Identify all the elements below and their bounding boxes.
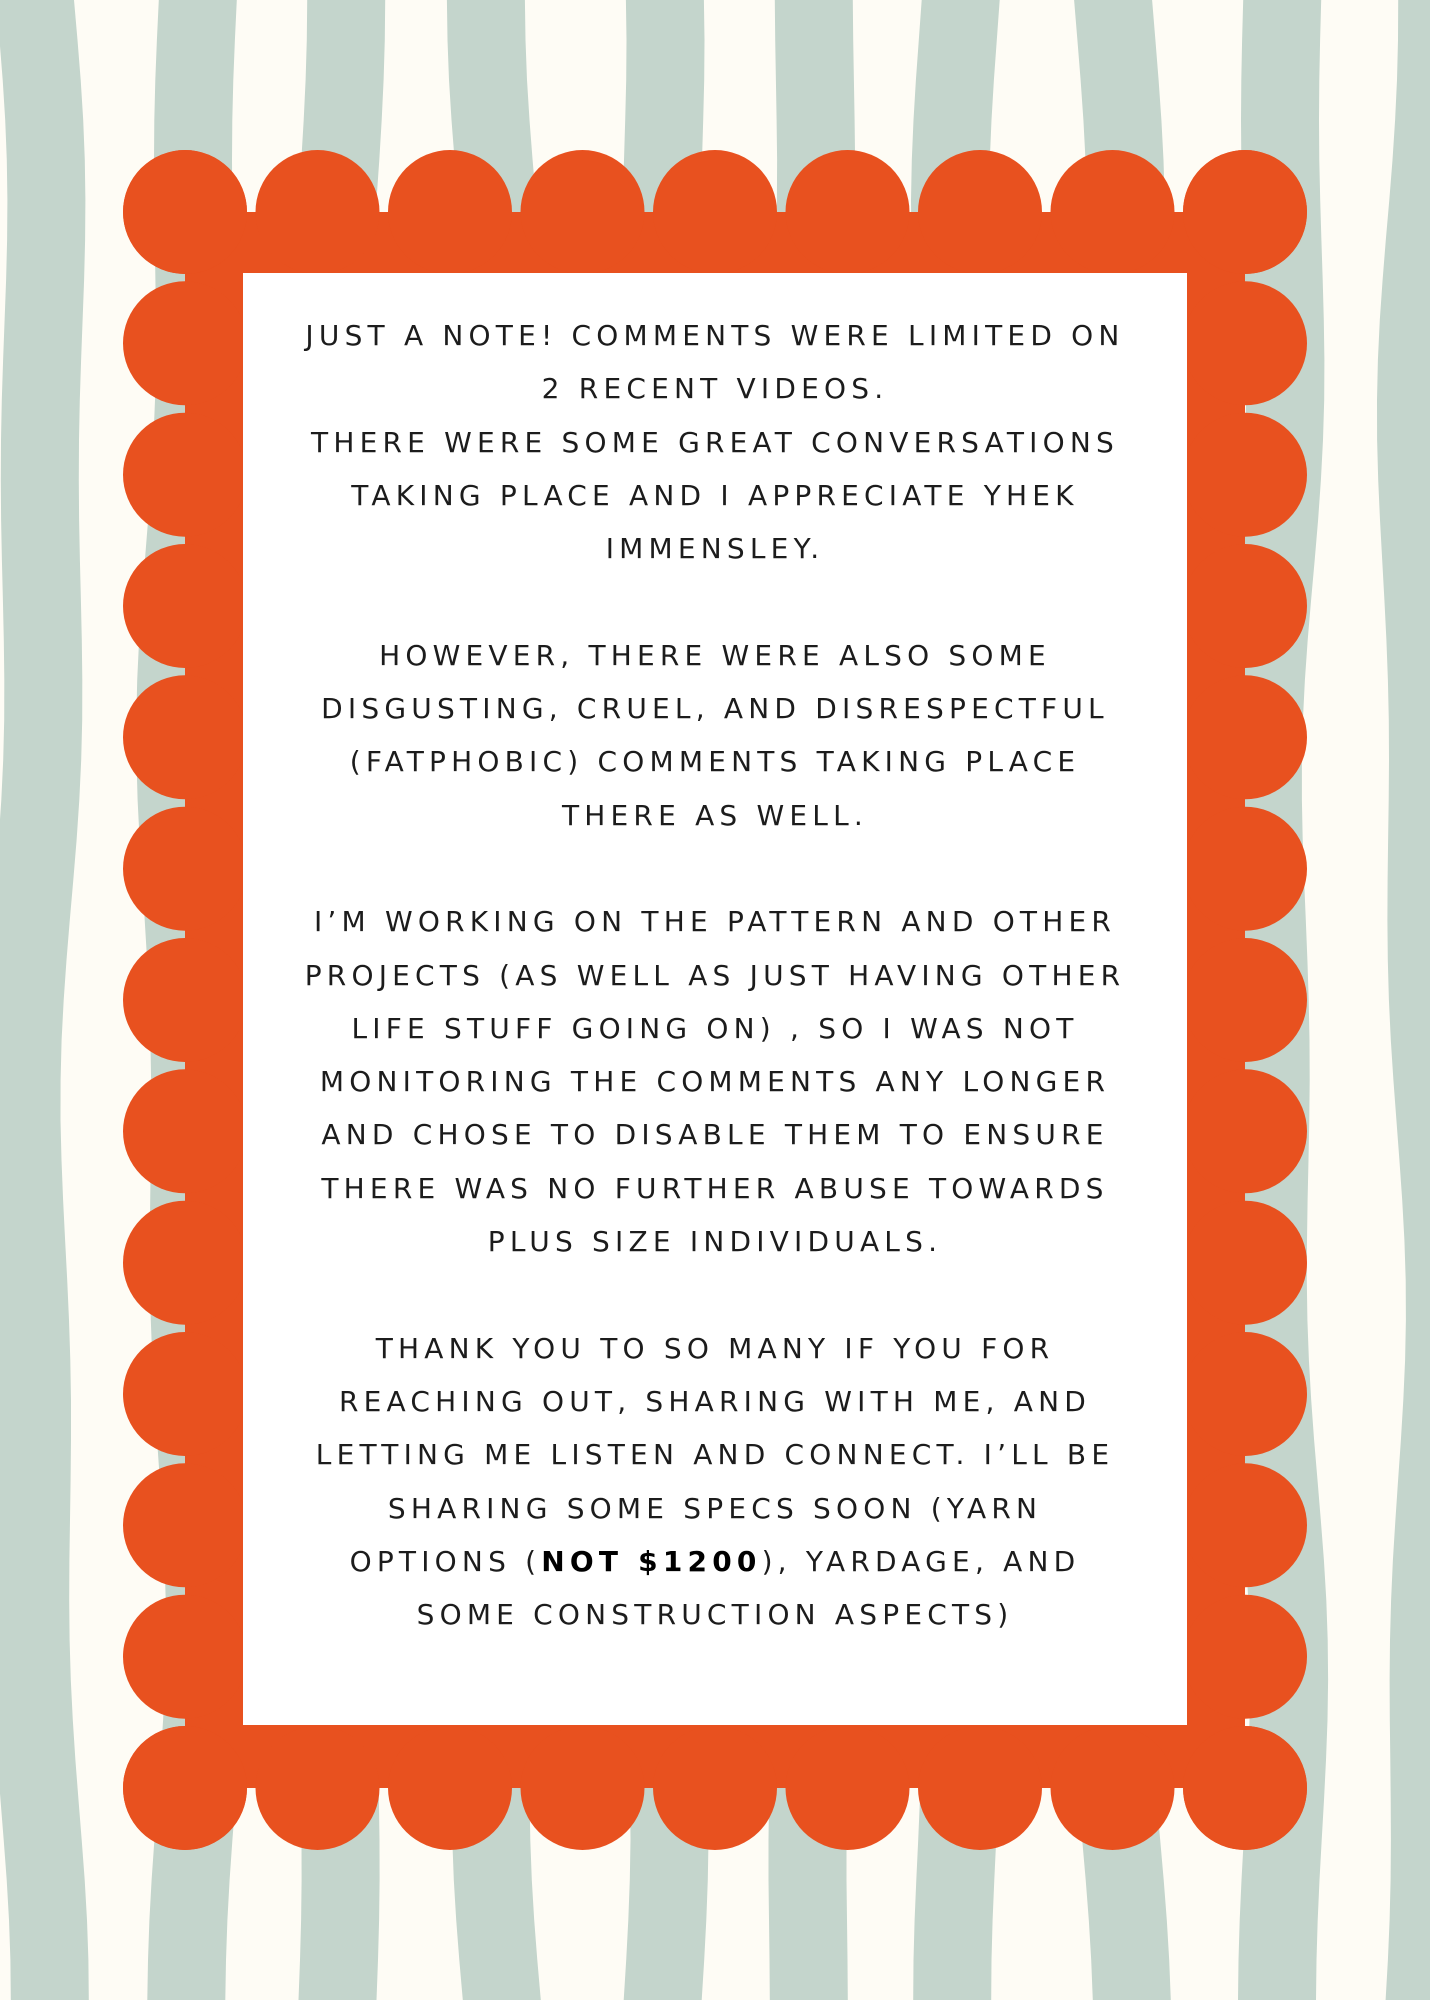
price-emphasis: NOT $1200	[541, 1544, 762, 1578]
frame-scallop	[123, 1595, 247, 1719]
frame-scallop	[1183, 150, 1307, 274]
frame-scallop	[123, 1069, 247, 1193]
frame-scallop	[123, 413, 247, 537]
frame-scallop	[123, 1726, 247, 1850]
frame-scallop	[123, 281, 247, 405]
frame-scallop	[1183, 281, 1307, 405]
text-line: SOME CONSTRUCTION ASPECTS)	[416, 1598, 1014, 1632]
text-line: 2 RECENT VIDEOS.	[541, 372, 889, 406]
frame-scallop	[256, 1726, 380, 1850]
frame-scallop	[123, 938, 247, 1062]
frame-scallop	[1183, 1463, 1307, 1587]
frame-scallop	[653, 150, 777, 274]
note-card	[243, 273, 1187, 1725]
frame-scallop	[1051, 150, 1175, 274]
frame-scallop	[123, 150, 247, 274]
text-line: (FATPHOBIC) COMMENTS TAKING PLACE	[349, 745, 1081, 779]
options-line-start: OPTIONS (	[349, 1544, 542, 1578]
text-line: AND CHOSE TO DISABLE THEM TO ENSURE	[321, 1118, 1109, 1152]
frame-scallop	[123, 1463, 247, 1587]
text-line: THANK YOU TO SO MANY IF YOU FOR	[375, 1331, 1055, 1365]
frame-scallop	[1183, 807, 1307, 931]
frame-scallop	[1183, 938, 1307, 1062]
text-line: HOWEVER, THERE WERE ALSO SOME	[379, 638, 1051, 672]
text-line: PLUS SIZE INDIVIDUALS.	[487, 1225, 943, 1259]
paragraph-gap	[243, 842, 1187, 895]
frame-scallop	[521, 1726, 645, 1850]
frame-scallop	[123, 675, 247, 799]
paragraph-gap	[243, 1268, 1187, 1321]
text-line: SHARING SOME SPECS SOON (YARN	[387, 1491, 1043, 1525]
frame-scallop	[653, 1726, 777, 1850]
frame-scallop	[388, 150, 512, 274]
options-line-end: ), YARDAGE, AND	[761, 1544, 1081, 1578]
frame-scallop	[786, 1726, 910, 1850]
text-line: JUST A NOTE! COMMENTS WERE LIMITED ON	[305, 319, 1125, 352]
text-line: THERE AS WELL.	[561, 798, 868, 832]
frame-scallop	[123, 1201, 247, 1325]
text-line: I’M WORKING ON THE PATTERN AND OTHER	[313, 905, 1117, 939]
frame-scallop	[256, 150, 380, 274]
frame-scallop	[918, 1726, 1042, 1850]
frame-scallop	[388, 1726, 512, 1850]
text-line: LIFE STUFF GOING ON) , SO I WAS NOT	[351, 1011, 1079, 1045]
text-line: THERE WERE SOME GREAT CONVERSATIONS	[311, 425, 1119, 459]
text-line: MONITORING THE COMMENTS ANY LONGER	[319, 1065, 1111, 1099]
paragraph-gap	[243, 575, 1187, 628]
frame-scallop	[1183, 1726, 1307, 1850]
text-line: REACHING OUT, SHARING WITH ME, AND	[338, 1384, 1091, 1418]
frame-scallop	[1183, 544, 1307, 668]
frame-scallop	[123, 1332, 247, 1456]
text-line: THERE WAS NO FURTHER ABUSE TOWARDS	[321, 1171, 1109, 1205]
frame-scallop	[1183, 1069, 1307, 1193]
text-line: DISGUSTING, CRUEL, AND DISRESPECTFUL	[321, 692, 1109, 726]
frame-scallop	[786, 150, 910, 274]
frame-scallop	[521, 150, 645, 274]
frame-scallop	[918, 150, 1042, 274]
frame-scallop	[1183, 1332, 1307, 1456]
text-line: TAKING PLACE AND I APPRECIATE YHEK	[351, 478, 1079, 512]
text-line: IMMENSLEY.	[605, 532, 825, 566]
frame-scallop	[1183, 1595, 1307, 1719]
frame-scallop	[123, 544, 247, 668]
text-line: LETTING ME LISTEN AND CONNECT. I’LL BE	[315, 1438, 1115, 1472]
frame-scallop	[1183, 1201, 1307, 1325]
options-line	[243, 1535, 1187, 1588]
frame-scallop	[1183, 413, 1307, 537]
text-line: PROJECTS (AS WELL AS JUST HAVING OTHER	[304, 958, 1126, 992]
frame-scallop	[1051, 1726, 1175, 1850]
frame-scallop	[123, 807, 247, 931]
frame-scallop	[1183, 675, 1307, 799]
